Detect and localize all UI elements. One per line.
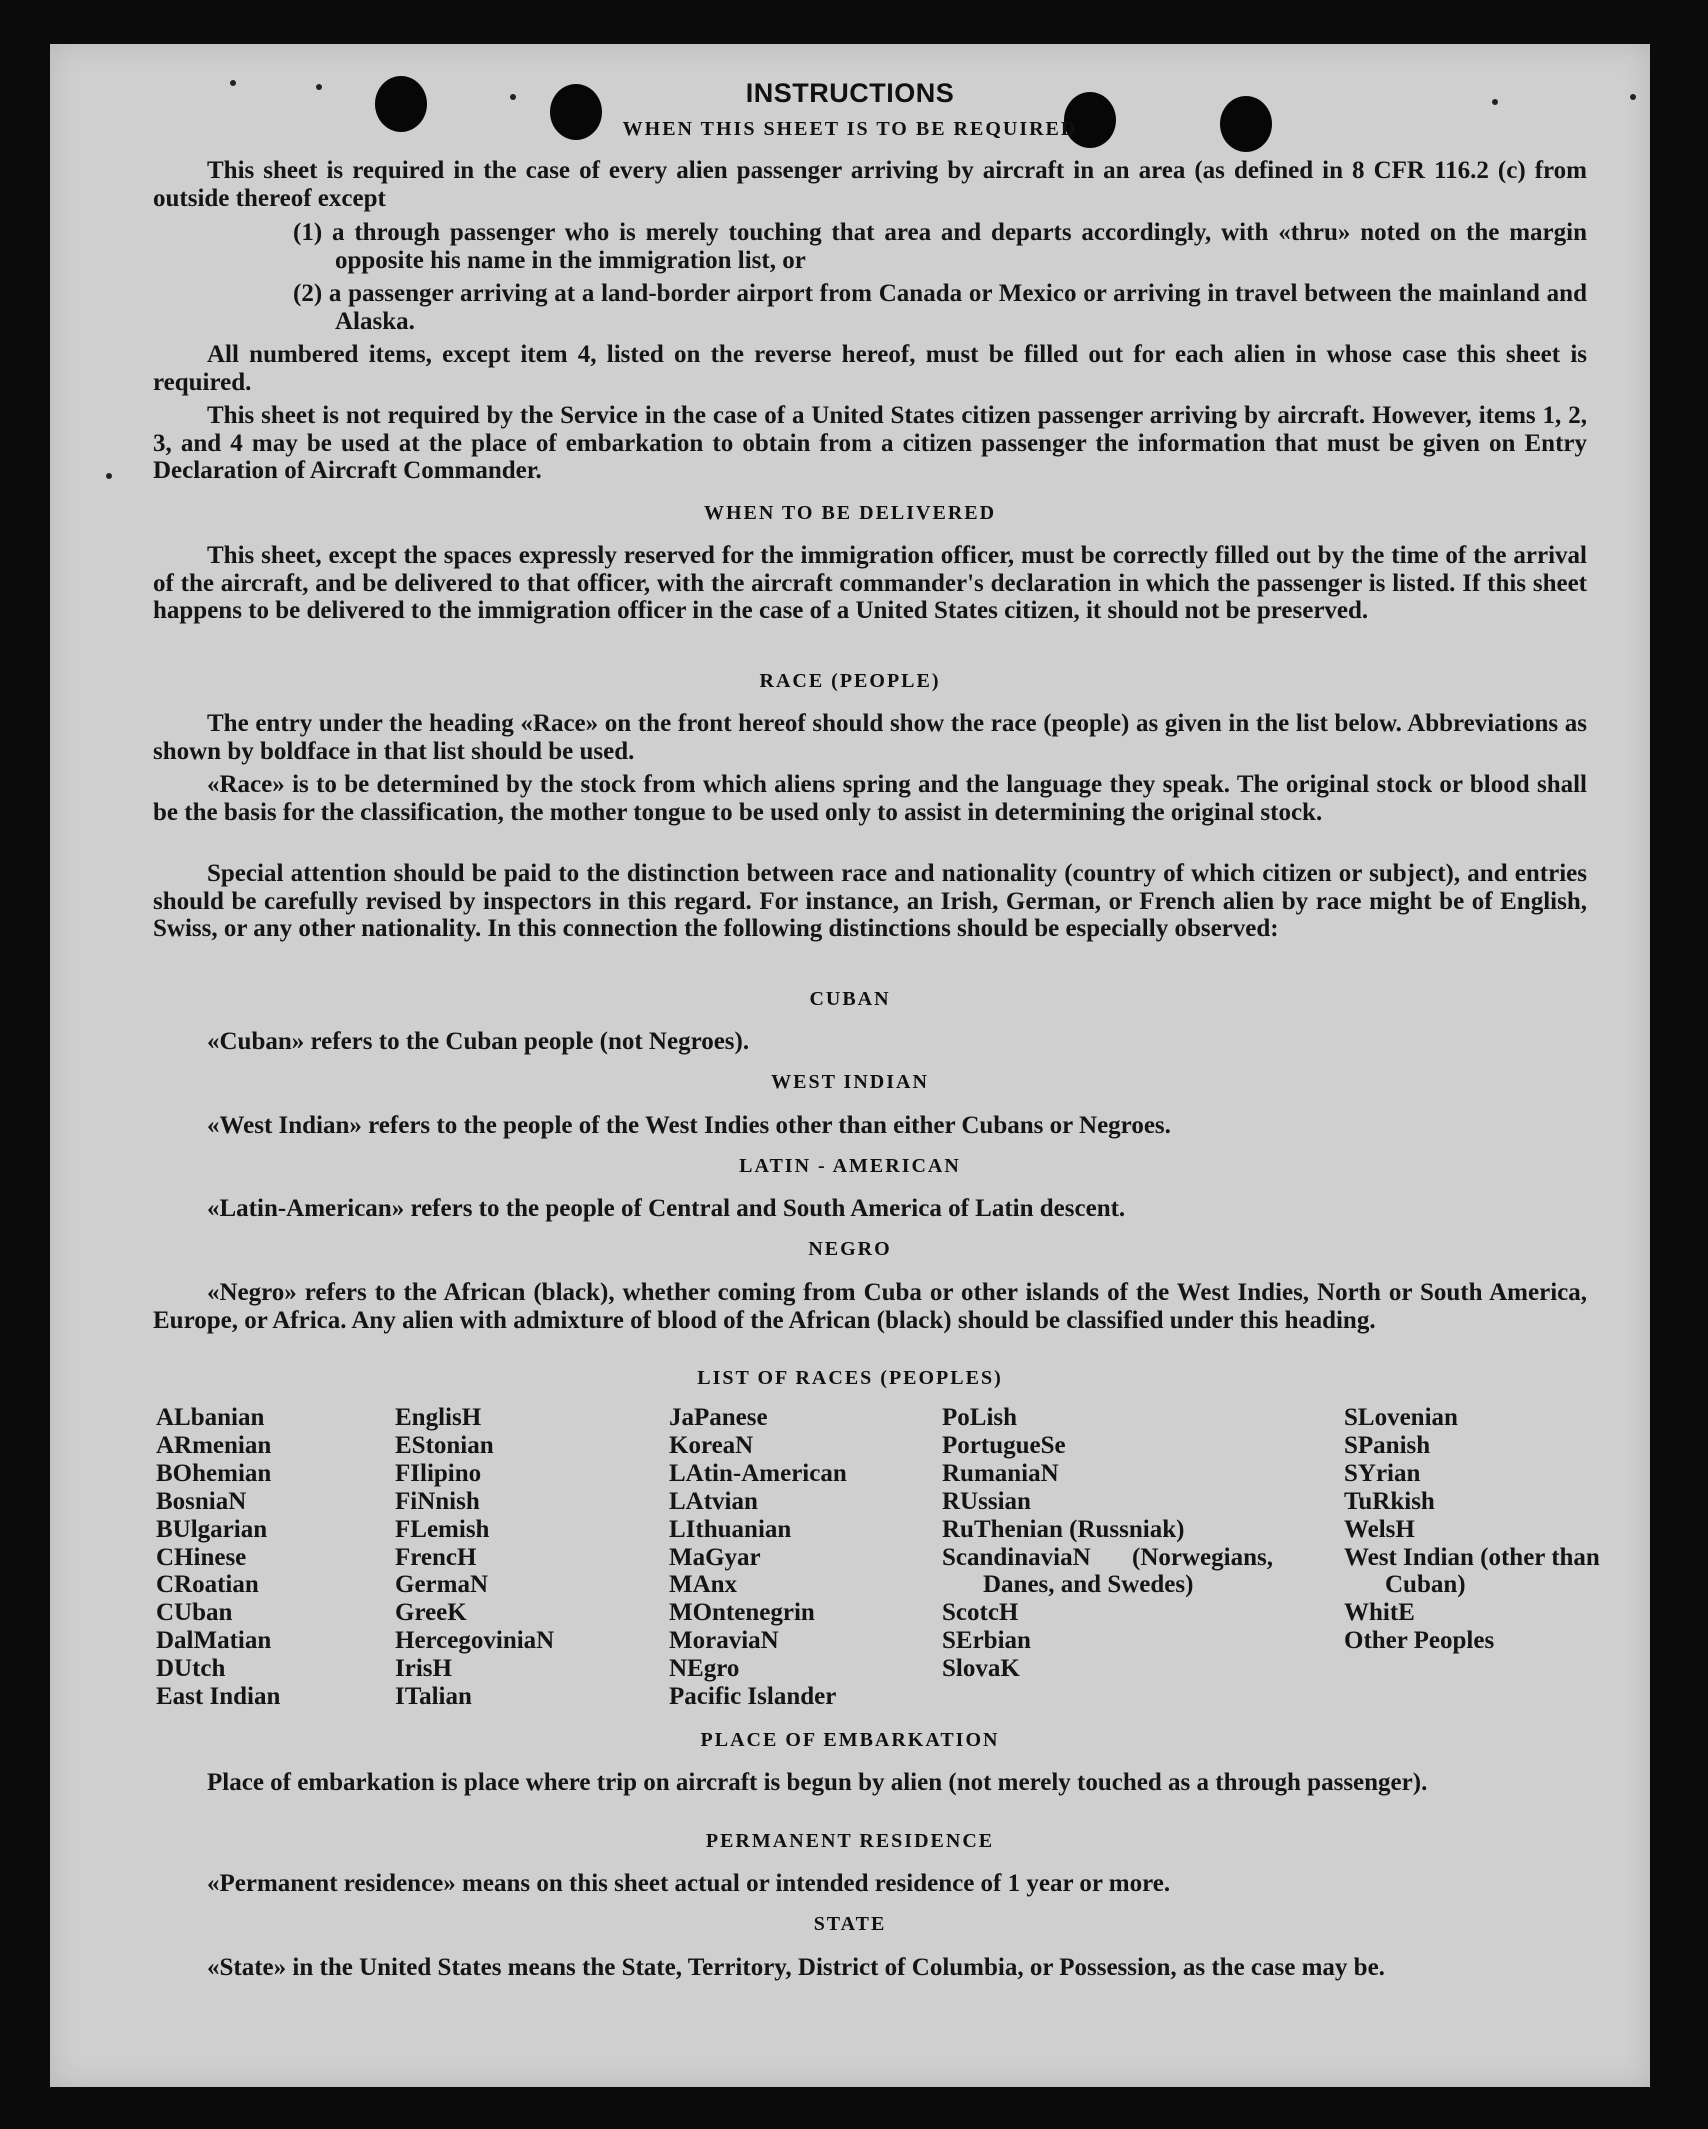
race-item: IrisH: [395, 1655, 452, 1683]
race-item: Pacific Islander: [669, 1683, 837, 1711]
race-item: West Indian (other than Cuban): [1344, 1543, 1600, 1599]
race-item: DUtch: [156, 1655, 226, 1683]
race-item: FIlipino: [395, 1459, 482, 1487]
section-heading-negro: NEGRO: [808, 1238, 892, 1260]
intro-paragraph: This sheet is required in the case of every alien passenger arriving by aircraft in an area (as defined in 8 CFR 116.2 (c) from outside thereof except: [153, 157, 1587, 212]
section-heading-race-list: LIST OF RACES (PEOPLES): [697, 1367, 1003, 1389]
race-item: PortugueSe: [942, 1431, 1066, 1459]
numbered-items-paragraph: All numbered items, except item 4, listed on the reverse hereof, must be filled out for each alien in whose case this sheet is required.: [153, 341, 1587, 396]
race-item: BosniaN: [156, 1487, 247, 1515]
citizen-note-paragraph: This sheet is not required by the Service in the case of a United States citizen passenger arriving by aircraft. However, items 1, 2, 3, and 4 may be used at the place of embarkation to obtain from a citizen passenger the information that must be given on Entry Declaration of Aircraft Commander.: [153, 402, 1587, 484]
race-item: EnglisH: [395, 1404, 482, 1431]
race-paragraph-1: The entry under the heading «Race» on the front hereof should show the race (people) as given in the list below. Abbreviations as shown by boldface in that list should be used.: [153, 710, 1587, 765]
race-item: KoreaN: [669, 1431, 754, 1459]
race-item: BOhemian: [156, 1459, 272, 1487]
race-item: SLovenian: [1344, 1404, 1458, 1431]
race-item: GreeK: [395, 1599, 467, 1627]
race-item: RUssian: [942, 1487, 1031, 1515]
race-item: MaGyar: [669, 1543, 761, 1571]
race-item: WelsH: [1344, 1515, 1415, 1543]
race-item: BUlgarian: [156, 1515, 268, 1543]
section-heading-race: RACE (PEOPLE): [759, 670, 941, 692]
race-item: HercegoviniaN: [395, 1627, 555, 1655]
race-item: MoraviaN: [669, 1627, 779, 1655]
section-heading-residence: PERMANENT RESIDENCE: [705, 1830, 995, 1852]
race-list-column-5: [1344, 1404, 1635, 1655]
delivered-paragraph: This sheet, except the spaces expressly reserved for the immigration officer, must be correctly filled out by the time of the arrival of the aircraft, and be delivered to that officer, with the aircraft commander's declaration in which the passenger is listed. If this sheet happens to be delivered to the immigration officer in the case of a United States citizen, it should not be preserved.: [153, 542, 1587, 624]
section-heading-latin-american: LATIN - AMERICAN: [739, 1155, 961, 1177]
race-list-column-3: [669, 1404, 847, 1711]
latin-american-paragraph: «Latin-American» refers to the people of Central and South America of Latin descent.: [207, 1195, 1126, 1222]
race-item: WhitE: [1344, 1599, 1415, 1627]
race-item: MOntenegrin: [669, 1599, 815, 1627]
race-item: CRoatian: [156, 1571, 259, 1599]
race-paragraph-3: Special attention should be paid to the distinction between race and nationality (country of which citizen or subject), and entries should be carefully revised by inspectors in this regard. For instance, an Irish, German, or French alien by race might be of English, Swiss, or any other nationality. In this connection the following distinctions should be especially observed:: [153, 860, 1587, 942]
embarkation-paragraph: Place of embarkation is place where trip on aircraft is begun by alien (not merely touched as a through passenger).: [207, 1769, 1428, 1796]
residence-paragraph: «Permanent residence» means on this sheet actual or intended residence of 1 year or more.: [207, 1870, 1171, 1897]
race-item: FiNnish: [395, 1487, 480, 1515]
race-item: NEgro: [669, 1655, 740, 1683]
state-paragraph: «State» in the United States means the State, Territory, District of Columbia, or Possession, as the case may be.: [207, 1954, 1385, 1981]
race-item: FrencH: [395, 1543, 477, 1571]
speck: [106, 473, 112, 479]
race-item: RuThenian (Russniak): [942, 1515, 1185, 1543]
race-paragraph-2: «Race» is to be determined by the stock from which aliens spring and the language they speak. The original stock or blood shall be the basis for the classification, the mother tongue to be used only to assist in determining the original stock.: [153, 771, 1587, 826]
race-item: SYrian: [1344, 1459, 1421, 1487]
race-item: SlovaK: [942, 1655, 1020, 1683]
race-item: ScandinaviaN (Norwegians, Danes, and Swedes): [942, 1543, 1273, 1599]
race-item: ARmenian: [156, 1431, 272, 1459]
race-item: RumaniaN: [942, 1459, 1059, 1487]
race-item: DalMatian: [156, 1627, 272, 1655]
race-item: PoLish: [942, 1404, 1018, 1431]
race-item: LAtin-American: [669, 1459, 847, 1487]
section-heading-west-indian: WEST INDIAN: [771, 1071, 929, 1093]
page-title: INSTRUCTIONS: [745, 78, 955, 108]
race-item: CHinese: [156, 1543, 247, 1571]
race-item: EStonian: [395, 1431, 494, 1459]
race-item: JaPanese: [669, 1404, 768, 1431]
race-item: ALbanian: [156, 1404, 265, 1431]
section-heading-cuban: CUBAN: [809, 988, 891, 1010]
race-item: FLemish: [395, 1515, 490, 1543]
race-item: ITalian: [395, 1683, 472, 1711]
section-heading-state: STATE: [813, 1913, 887, 1935]
negro-paragraph: «Negro» refers to the African (black), whether coming from Cuba or other islands of the West Indies, North or South America, Europe, or Africa. Any alien with admixture of blood of the African (black) should be classified under this heading.: [153, 1279, 1587, 1334]
race-item: LAtvian: [669, 1487, 758, 1515]
race-list-column-1: [156, 1404, 280, 1711]
section-heading-delivered: WHEN TO BE DELIVERED: [703, 502, 997, 524]
exception-item-2: (2) a passenger arriving at a land-border airport from Canada or Mexico or arriving in travel between the mainland and Alaska.: [293, 280, 1587, 335]
section-heading-embarkation: PLACE OF EMBARKATION: [700, 1729, 1000, 1751]
race-item: SPanish: [1344, 1431, 1431, 1459]
race-item: ScotcH: [942, 1599, 1019, 1627]
race-list-column-4: [942, 1404, 1273, 1683]
cuban-paragraph: «Cuban» refers to the Cuban people (not Negroes).: [207, 1028, 750, 1055]
race-item: LIthuanian: [669, 1515, 792, 1543]
race-item: Other Peoples: [1344, 1627, 1495, 1655]
race-item: TuRkish: [1344, 1487, 1435, 1515]
race-list-column-2: [395, 1404, 554, 1711]
exception-item-1: (1) a through passenger who is merely touching that area and departs accordingly, with «thru» noted on the margin opposite his name in the immigration list, or: [293, 219, 1587, 274]
race-item: East Indian: [156, 1683, 281, 1711]
race-item: GermaN: [395, 1571, 489, 1599]
subtitle-heading: WHEN THIS SHEET IS TO BE REQUIRED: [622, 118, 1078, 140]
race-item: CUban: [156, 1599, 233, 1627]
document-page: [50, 44, 1650, 2087]
race-item: SErbian: [942, 1627, 1031, 1655]
race-item: MAnx: [669, 1571, 738, 1599]
west-indian-paragraph: «West Indian» refers to the people of the West Indies other than either Cubans or Negroes.: [207, 1112, 1171, 1139]
